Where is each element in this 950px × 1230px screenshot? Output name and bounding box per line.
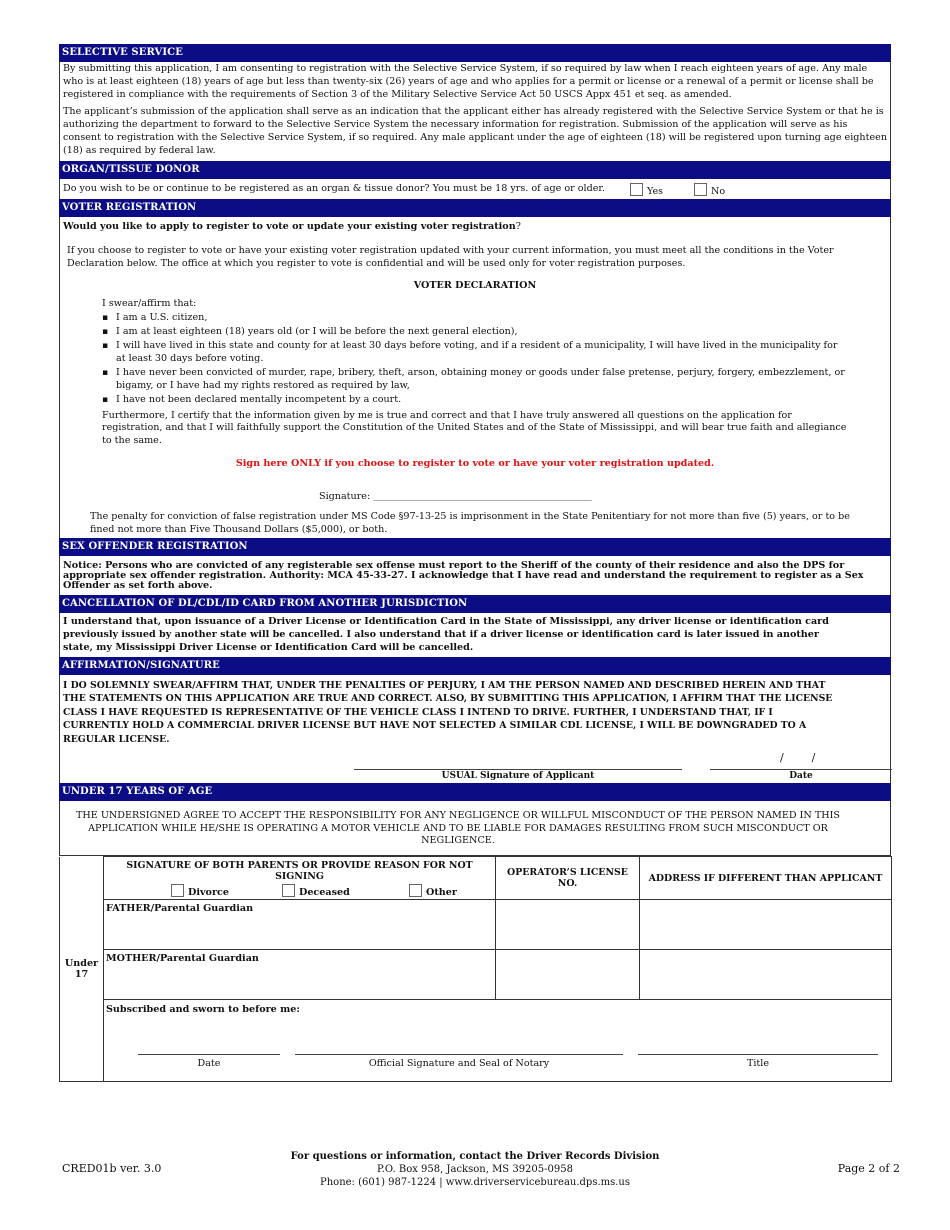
- voter-declaration-item: ▪ I am a U.S. citizen,: [116, 312, 890, 325]
- sex-offender-section: [59, 556, 891, 595]
- affirmation-text: I DO SOLEMNLY SWEAR/AFFIRM THAT, UNDER THE PENALTIES OF PERJURY, I AM THE PERSON NAMED AND DESCRIBED HEREIN AND THAT THE STATEMENTS ON THIS APPLICATION ARE TRUE AND CORRECT. ALSO, BY SUBMITTING THIS APPLICATION, I AFFIRM THAT THE LICENSE CLASS I HAVE REQUESTED IS REPRESENTATIVE OF THE VEHICLE CLASS I INTEND TO DRIVE. FURTHER, I UNDERSTAND THAT, IF I CURRENTLY HOLD A COMMERCIAL DRIVER LICENSE BUT HAVE NOT SELECTED A SIMILAR CDL LICENSE, I WILL BE DOWNGRADED TO A REGULAR LICENSE.: [63, 679, 833, 745]
- affirmation-header: AFFIRMATION/SIGNATURE: [59, 657, 891, 675]
- sex-offender-notice: Notice: Persons who are convicted of any registerable sex offense must report to the Sheriff of the county of their residence and also the DPS for appropriate sex offender registration. Authority: MCA 45-33-27. I acknowledge that I have read and understand the requirement to register as a Sex Offender as set forth above.: [63, 560, 864, 592]
- voter-signature-row: [60, 472, 890, 503]
- notary-title-line[interactable]: [638, 1054, 878, 1055]
- applicant-signature-line[interactable]: [354, 769, 682, 770]
- footer-address: P.O. Box 958, Jackson, MS 39205-0958: [377, 1164, 573, 1175]
- voter-intro: If you choose to register to vote or have your existing voter registration updated with your current information, you must meet all the conditions in the Voter Declaration below. The office at which you register to vote is confidential and will be used only for voter registration purposes.: [67, 245, 834, 270]
- deceased-label: Deceased: [299, 887, 350, 899]
- father-cell[interactable]: FATHER/Parental Guardian: [104, 900, 496, 950]
- under17-agreement-box: [59, 801, 891, 856]
- applicant-signature-label: USUAL Signature of Applicant: [441, 770, 595, 781]
- footer-contact-title: For questions or information, contact the Driver Records Division: [290, 1151, 660, 1162]
- voter-signature-line[interactable]: ___________________________________________________________: [373, 491, 592, 501]
- subscribed-label: Subscribed and sworn to before me:: [106, 1004, 300, 1016]
- cancellation-section: [59, 613, 891, 656]
- selective-service-para-1: By submitting this application, I am consenting to registration with the Selective Service System, if so required by law when I reach eighteen years of age. Any male who is at least eighteen (18) years of age but less than twenty-six (26) years of age and who applies for a permit or license or a renewal of a permit or license shall be registered in compliance with the requirements of Section 3 of the Military Selective Service Act 50 USCS Appx 451 et seq. as amended.: [63, 63, 874, 100]
- address-header: ADDRESS IF DIFFERENT THAN APPLICANT: [640, 857, 892, 900]
- parent-signature-header: SIGNATURE OF BOTH PARENTS OR PROVIDE REASON FOR NOT SIGNING: [126, 860, 473, 883]
- parent-signature-header-cell: [104, 857, 496, 900]
- under17-side-cell: [60, 857, 104, 1082]
- organ-donor-header: ORGAN/TISSUE DONOR: [59, 161, 891, 179]
- organ-donor-yes-option[interactable]: [630, 183, 663, 197]
- yes-label: Yes: [647, 185, 664, 197]
- under17-table: [59, 856, 892, 1082]
- notary-signature-label: Official Signature and Seal of Notary: [368, 1058, 550, 1070]
- voter-signature-label: Signature:: [319, 490, 371, 502]
- other-label: Other: [426, 887, 457, 899]
- mother-cell[interactable]: MOTHER/Parental Guardian: [104, 950, 496, 1000]
- voter-registration-header: VOTER REGISTRATION: [59, 199, 891, 217]
- voter-question: [60, 217, 890, 235]
- divorce-label: Divorce: [188, 887, 229, 899]
- voter-sign-note: Sign here ONLY if you choose to register to vote or have your voter registration updated.: [235, 458, 715, 470]
- voter-swear: I swear/affirm that:: [102, 297, 197, 309]
- applicant-date-line[interactable]: [710, 769, 892, 770]
- under17-side-label-2: 17: [74, 968, 89, 980]
- father-license-cell[interactable]: [496, 900, 640, 950]
- notary-date-label: Date: [197, 1058, 221, 1070]
- deceased-option[interactable]: [282, 884, 350, 898]
- notary-signature-line[interactable]: [295, 1054, 623, 1055]
- deceased-checkbox[interactable]: [282, 884, 295, 897]
- notary-cell: [104, 1000, 892, 1082]
- sex-offender-header: SEX OFFENDER REGISTRATION: [59, 538, 891, 556]
- notary-date-line[interactable]: [138, 1054, 280, 1055]
- voter-question-mark: ?: [515, 220, 521, 232]
- voter-declaration-title: VOTER DECLARATION: [413, 279, 537, 291]
- father-address-cell[interactable]: [640, 900, 892, 950]
- applicant-date-label: Date: [789, 770, 813, 781]
- cancellation-text: I understand that, upon issuance of a Driver License or Identification Card in the State of Mississippi, any driver license or identification card previously issued by another state will be cancelled. I also understand that if a driver license or identification card is later issued in another state, my Mississippi Driver License or Identification Card will be cancelled.: [63, 616, 829, 654]
- selective-service-para-2: The applicant’s submission of the application shall serve as an indication that the applicant either has already registered with the Selective Service System or that he is authorizing the department to forward to the Selective Service System the necessary information for registration. Submission of the application will serve as his consent to registration with the Selective Service System, if so required. Any male applicant under the age of eighteen (18) will be registered upon turning age eighteen (18) as required by federal law.: [63, 106, 887, 156]
- footer-phone: Phone: (601) 987-1224 | www.driverservicebureau.dps.ms.us: [320, 1177, 630, 1188]
- no-checkbox[interactable]: [694, 183, 707, 196]
- form-id: CRED01b ver. 3.0: [62, 1162, 162, 1175]
- voter-question-text: Would you like to apply to register to vote or update your existing voter registration: [63, 220, 516, 232]
- operator-license-header: OPERATOR’S LICENSE NO.: [496, 857, 640, 900]
- under17-header: UNDER 17 YEARS OF AGE: [59, 783, 891, 801]
- voter-declaration-list: [60, 312, 890, 408]
- selective-service-header: SELECTIVE SERVICE: [59, 44, 891, 62]
- under17-side-label-1: Under: [64, 957, 99, 969]
- selective-service-section: [59, 62, 891, 161]
- voter-declaration-item: ▪ I have not been declared mentally incompetent by a court.: [116, 394, 890, 407]
- mother-address-cell[interactable]: [640, 950, 892, 1000]
- voter-penalty: The penalty for conviction of false registration under MS Code §97-13-25 is imprisonment in the State Penitentiary for not more than five (5) years, or to be fined not more than Five Thousand Dollars ($5,000), or both.: [90, 510, 850, 535]
- divorce-checkbox[interactable]: [171, 884, 184, 897]
- voter-declaration-item: ▪ I am at least eighteen (18) years old (or I will be before the next general election),: [116, 326, 890, 339]
- voter-declaration-item: ▪ I will have lived in this state and county for at least 30 days before voting, and if a resident of a municipality, I will have lived in the municipality for at least 30 days before voting.: [116, 340, 890, 366]
- notary-title-label: Title: [746, 1058, 770, 1070]
- no-label: No: [711, 185, 726, 197]
- under17-agreement: THE UNDERSIGNED AGREE TO ACCEPT THE RESPONSIBILITY FOR ANY NEGLIGENCE OR WILLFUL MISCONDUCT OF THE PERSON NAMED IN THIS APPLICATION WHILE HE/SHE IS OPERATING A MOTOR VEHICLE AND TO BE LIABLE FOR DAMAGES RESULTING FROM SUCH MISCONDUCT OR NEGLIGENCE.: [76, 809, 840, 847]
- reason-options: [105, 884, 494, 898]
- organ-donor-question: Do you wish to be or continue to be registered as an organ & tissue donor? You must be 18 yrs. of age or older.: [63, 182, 605, 194]
- other-option[interactable]: [409, 884, 457, 898]
- yes-checkbox[interactable]: [630, 183, 643, 196]
- voter-furthermore: Furthermore, I certify that the information given by me is true and correct and that I have truly answered all questions on the application for registration, and that I will faithfully support the Constitution of the United States and of the State of Mississippi, and will bear true faith and allegiance to the same.: [102, 409, 847, 447]
- divorce-option[interactable]: [171, 884, 229, 898]
- affirmation-section: [59, 675, 891, 783]
- form-page: [59, 44, 891, 1082]
- voter-declaration-item: ▪ I have never been convicted of murder, rape, bribery, theft, arson, obtaining money or goods under false pretense, perjury, forgery, embezzlement, or bigamy, or I have had my rights restored as required by law,: [116, 367, 890, 393]
- other-checkbox[interactable]: [409, 884, 422, 897]
- footer-contact: [0, 1150, 950, 1189]
- organ-donor-section: [59, 179, 891, 199]
- mother-license-cell[interactable]: [496, 950, 640, 1000]
- organ-donor-no-option[interactable]: [694, 183, 725, 197]
- page-number: Page 2 of 2: [837, 1162, 900, 1175]
- affirmation-date-slashes: / /: [780, 750, 816, 764]
- cancellation-header: CANCELLATION OF DL/CDL/ID CARD FROM ANOTHER JURISDICTION: [59, 595, 891, 613]
- voter-registration-section: [59, 217, 891, 539]
